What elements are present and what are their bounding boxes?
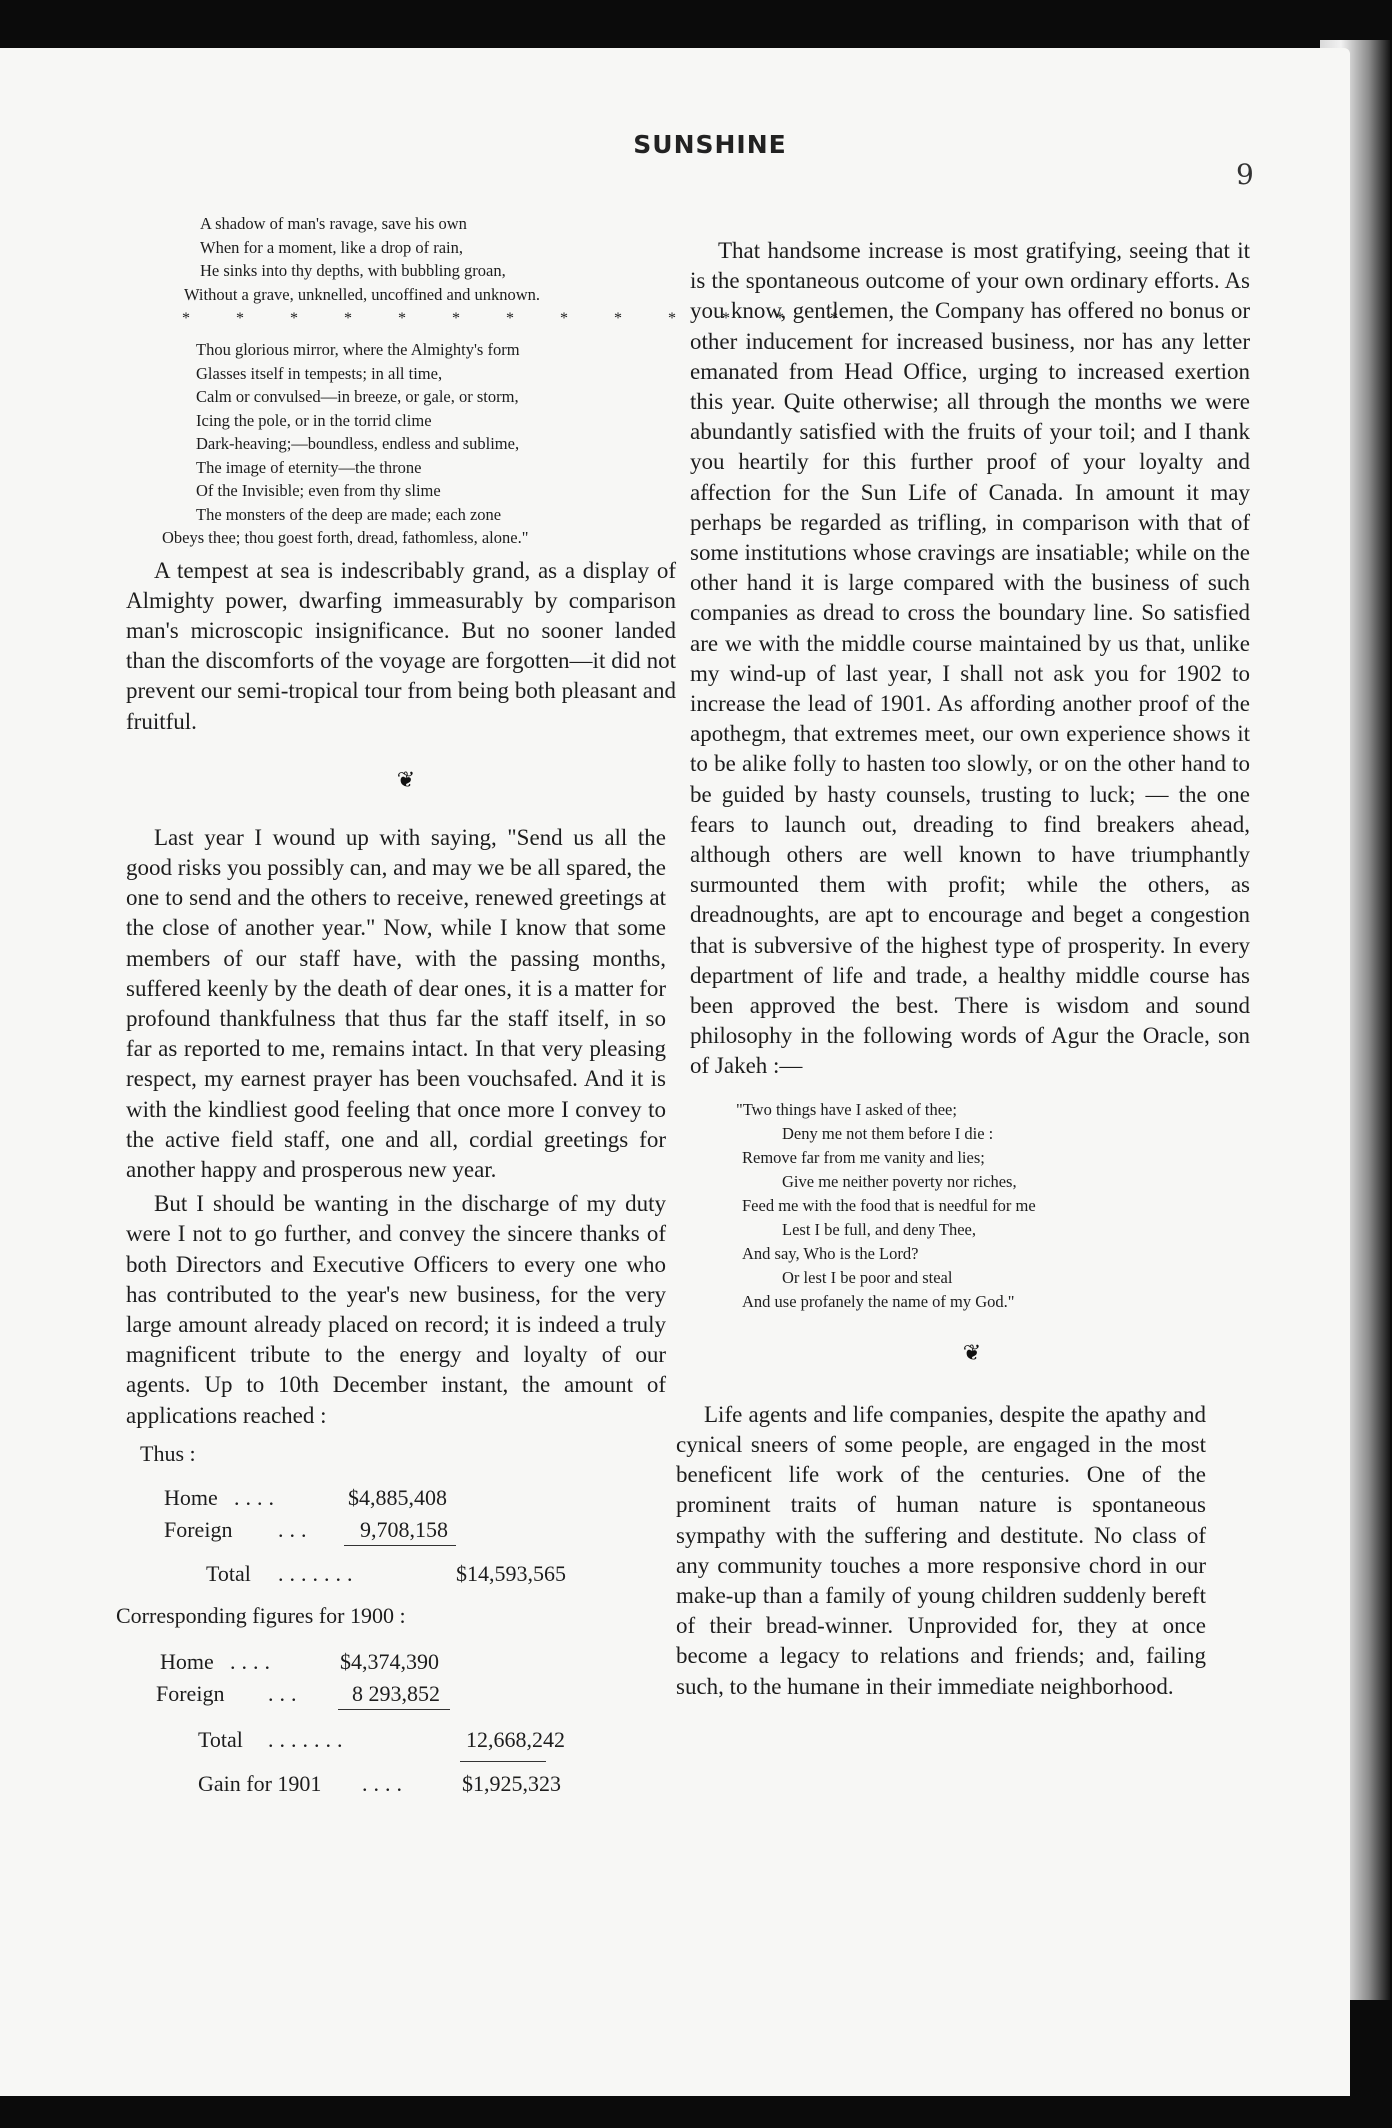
figures-1901: [116, 1439, 686, 1801]
total-value: 12,668,242: [466, 1726, 565, 1752]
total-value: $14,593,565: [456, 1560, 566, 1586]
poem-line: The image of eternity—the throne: [196, 457, 422, 477]
sum-rule: [344, 1545, 456, 1546]
fleuron-ornament: ❦: [962, 1339, 982, 1365]
poem-line: Of the Invisible; even from thy slime: [196, 481, 441, 500]
foreign-value: 8 293,852: [352, 1680, 440, 1706]
leader-dots: ....: [230, 1648, 276, 1674]
leader-dots: ....: [362, 1770, 408, 1796]
poem-line: Obeys thee; thou goest forth, dread, fathomless, alone.": [162, 528, 529, 547]
right-column: [676, 236, 1254, 1702]
poem-stanza-a: [184, 212, 686, 306]
fleuron-ornament: ❦: [396, 766, 416, 792]
total-label: Total: [206, 1560, 251, 1586]
home-value: $4,374,390: [340, 1648, 439, 1674]
quote-line: Deny me not them before I die :: [782, 1123, 994, 1143]
poem-line: He sinks into thy depths, with bubbling groan,: [200, 261, 506, 280]
quote-line: Or lest I be poor and steal: [782, 1267, 953, 1287]
gain-label: Gain for 1901: [198, 1770, 322, 1796]
poem-line: Glasses itself in tempests; in all time,: [196, 363, 443, 383]
quote-line: Feed me with the food that is needful for me: [742, 1195, 1036, 1215]
quote-line: Give me neither poverty nor riches,: [782, 1171, 1017, 1191]
quote-line: And say, Who is the Lord?: [742, 1243, 919, 1263]
sum-rule: [460, 1761, 546, 1762]
paragraph-life-agents: Life agents and life companies, despite the apathy and cynical sneers of some people, are engaged in the most beneficent life work of the centuries. One of the prominent traits of human nature is spontaneous sympathy with the suffering and destitute. No class of any community touches a more responsive chord in our make-up than a family of young children suddenly bereft of their bread-winner. Unprovided for, they at once become a legacy to relations and friends; and, failing such, to the humane in their immediate neighborhood.: [676, 1401, 1206, 1699]
quote-line: Remove far from me vanity and lies;: [742, 1147, 985, 1167]
thus-label: Thus :: [140, 1440, 196, 1466]
poem-line: Calm or convulsed—in breeze, or gale, or storm,: [196, 387, 519, 406]
home-label: Home: [164, 1484, 218, 1510]
poem-line: When for a moment, like a drop of rain,: [200, 237, 463, 257]
sum-rule: [338, 1709, 450, 1710]
home-label: Home: [160, 1648, 214, 1674]
poem-line: Without a grave, unknelled, uncoffined and unknown.: [184, 284, 540, 304]
quote-line: And use profanely the name of my God.": [742, 1291, 1015, 1311]
home-value: $4,885,408: [348, 1484, 447, 1510]
page-title: SUNSHINE: [633, 130, 787, 159]
leader-dots: ...: [268, 1680, 303, 1706]
gain-value: $1,925,323: [462, 1770, 561, 1796]
quote-line: "Two things have I asked of thee;: [736, 1099, 957, 1119]
foreign-value: 9,708,158: [360, 1516, 448, 1542]
poem-line: The monsters of the deep are made; each zone: [196, 504, 502, 524]
corresponding-label: Corresponding figures for 1900 :: [116, 1602, 406, 1628]
poem-line: A shadow of man's ravage, save his own: [200, 214, 467, 233]
foreign-label: Foreign: [164, 1516, 233, 1542]
leader-dots: .......: [268, 1726, 349, 1752]
total-label: Total: [198, 1726, 243, 1752]
leader-dots: ...: [278, 1516, 313, 1542]
paragraph-increase: That handsome increase is most gratifying, seeing that it is the spontaneous outcome of your own ordinary efforts. As you know, gentlemen, the Company has offered no bonus or other inducement for increased business, nor has any letter emanated from Head Office, urging to increased exertion this year. Quite otherwise; all through the months we were abundantly satisfied with the fruits of your toil; and I thank you heartily for this further proof of your loyalty and affection for the Sun Life of Canada. In amount it may perhaps be regarded as trifling, in comparison with that of some institutions whose cravings are insatiable; while on the other hand it is large compared with the business of such companies as dread to cross the boundary line. So satisfied are we with the middle course maintained by us that, unlike my wind-up of last year, I shall not ask you for 1902 to increase the lead of 1901. As affording another proof of the apothegm, that extremes meet, our own experience shows it to be alike folly to hasten too slowly, or on the other hand to be guided by hasty counsels, trusting to luck; — the one fears to launch out, dreading to find breakers ahead, although others are well known to have triumphantly surmounted them with profit; while the others, as dreadnoughts, are apt to encourage and beget a congestion that is subversive of the highest type of prosperity. In every department of life and trade, a healthy middle course has been approved the best. There is wisdom and sound philosophy in the following words of Agur the Oracle, son of Jakeh :—: [690, 238, 1250, 1079]
poem-stanza-b: [162, 338, 686, 550]
foreign-label: Foreign: [156, 1680, 225, 1706]
quote-agur: [736, 1098, 1254, 1314]
paragraph-tempest: A tempest at sea is indescribably grand, as a display of Almighty power, dwarfing immeasurably by comparison man's microscopic insignificance. But no sooner landed than the discomforts of the voyage are forgotten—it did not prevent our semi-tropical tour from being both pleasant and fruitful.: [126, 557, 676, 734]
section-stars: * * * * * * * * * * * * *: [182, 310, 859, 327]
poem-line: Thou glorious mirror, where the Almighty's form: [196, 340, 520, 359]
leader-dots: ....: [234, 1484, 280, 1510]
paragraph-thanks: But I should be wanting in the discharge of my duty were I not to go further, and convey the sincere thanks of both Directors and Executive Officers to every one who has contributed to the year's new business, for the very large amount already placed on record; it is indeed a truly magnificent tribute to the energy and loyalty of our agents. Up to 10th December instant, the amount of applications reached :: [126, 1191, 666, 1428]
paragraph-greetings: Last year I wound up with saying, "Send us all the good risks you possibly can, and may we be all spared, the one to send and the others to receive, renewed greetings at the close of another year." Now, while I know that some members of our staff have, with the passing months, suffered keenly by the death of dear ones, it is a matter for profound thankfulness that thus far the staff itself, in so far as reported to me, remains intact. In that very pleasing respect, my earnest prayer has been vouchsafed. And it is with the kindliest good feeling that once more I convey to the active field staff, one and all, cordial greetings for another happy and prosperous new year.: [126, 824, 666, 1182]
poem-line: Dark-heaving;—boundless, endless and sublime,: [196, 434, 520, 453]
quote-line: Lest I be full, and deny Thee,: [782, 1219, 976, 1239]
poem-line: Icing the pole, or in the torrid clime: [196, 410, 432, 430]
leader-dots: .......: [278, 1560, 359, 1586]
page-number: 9: [1236, 158, 1254, 191]
